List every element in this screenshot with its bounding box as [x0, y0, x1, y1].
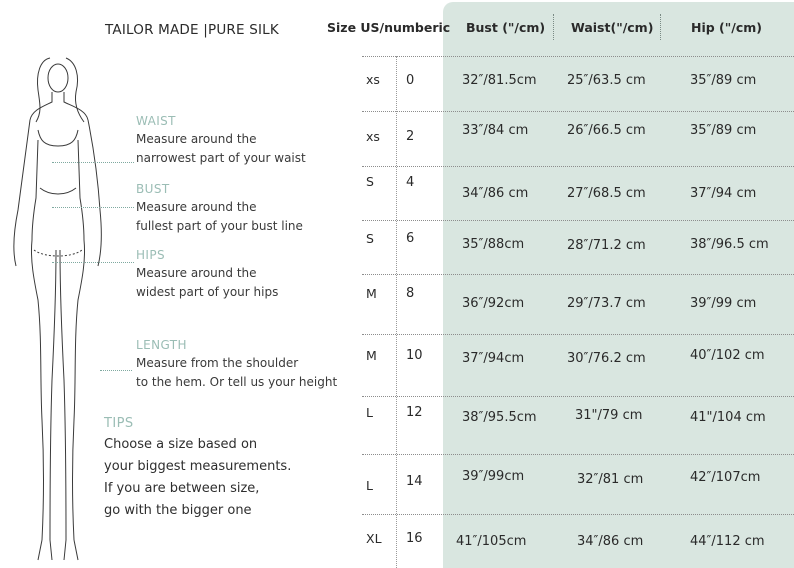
tips-section — [104, 416, 291, 522]
waist-value: 29″/73.7 cm — [567, 296, 646, 311]
size-us: S — [366, 174, 374, 189]
row-divider — [362, 220, 794, 221]
hip-value: 37″/94 cm — [690, 186, 757, 201]
hip-value: 42″/107cm — [690, 470, 761, 485]
table-row — [362, 334, 794, 396]
bust-value: 35″/88cm — [462, 237, 525, 252]
hips-guide-line — [52, 262, 134, 263]
tips-line: go with the bigger one — [104, 503, 252, 518]
table-row — [362, 56, 794, 111]
row-divider — [362, 274, 794, 275]
measure-hips-title: HIPS — [136, 248, 166, 262]
measure-length-title: LENGTH — [136, 338, 187, 352]
bust-value: 33″/84 cm — [462, 123, 529, 138]
row-divider — [362, 56, 794, 57]
table-row — [362, 220, 794, 274]
hip-value: 39″/99 cm — [690, 296, 757, 311]
waist-value: 28″/71.2 cm — [567, 238, 646, 253]
size-us: xs — [366, 129, 380, 144]
table-row — [362, 514, 794, 568]
hip-value: 38″/96.5 cm — [690, 237, 769, 252]
bust-value: 39″/99cm — [462, 469, 525, 484]
measure-waist-line1: Measure around the — [136, 132, 257, 146]
measure-bust-title: BUST — [136, 182, 170, 196]
header-bust: Bust ("/cm) — [466, 20, 546, 35]
size-us: xs — [366, 72, 380, 87]
waist-value: 30″/76.2 cm — [567, 351, 646, 366]
measure-bust-line1: Measure around the — [136, 200, 257, 214]
measure-length-line2: to the hem. Or tell us your height — [136, 375, 338, 389]
measure-waist — [136, 114, 306, 168]
measure-bust — [136, 182, 303, 236]
table-row — [362, 166, 794, 220]
body-figure-illustration — [0, 40, 112, 568]
bust-value: 34″/86 cm — [462, 186, 529, 201]
bust-value: 32″/81.5cm — [462, 73, 537, 88]
brand-title: TAILOR MADE |PURE SILK — [105, 22, 279, 38]
bust-value: 37″/94cm — [462, 351, 525, 366]
length-guide-line — [100, 370, 132, 371]
bust-value: 41″/105cm — [456, 534, 527, 549]
measure-hips-line2: widest part of your hips — [136, 285, 279, 299]
bust-value: 38″/95.5cm — [462, 410, 537, 425]
size-us: M — [366, 348, 377, 363]
size-numeric: 6 — [406, 231, 415, 246]
size-numeric: 4 — [406, 175, 415, 190]
size-us: M — [366, 286, 377, 301]
waist-guide-line — [52, 162, 134, 163]
header-size: Size US/numberic — [327, 20, 451, 35]
size-us: XL — [366, 531, 382, 546]
size-numeric: 10 — [406, 348, 423, 363]
measure-bust-line2: fullest part of your bust line — [136, 219, 303, 233]
table-row — [362, 454, 794, 514]
hip-value: 44″/112 cm — [690, 534, 765, 549]
row-divider — [362, 166, 794, 167]
measure-length — [136, 338, 337, 392]
tips-line: If you are between size, — [104, 481, 260, 496]
hip-value: 35″/89 cm — [690, 123, 757, 138]
hip-value: 40″/102 cm — [690, 348, 765, 363]
waist-value: 31"/79 cm — [575, 408, 643, 423]
size-numeric: 8 — [406, 286, 415, 301]
size-numeric: 0 — [406, 73, 415, 88]
bust-value: 36″/92cm — [462, 296, 525, 311]
size-us: L — [366, 478, 373, 493]
header-waist: Waist("/cm) — [571, 20, 654, 35]
tips-line: Choose a size based on — [104, 437, 258, 452]
header-divider — [553, 14, 554, 40]
bust-guide-line — [52, 207, 134, 208]
table-row — [362, 274, 794, 334]
header-divider — [660, 14, 661, 40]
size-us: L — [366, 405, 373, 420]
size-numeric: 14 — [406, 474, 423, 489]
row-divider — [362, 514, 794, 515]
row-divider — [362, 454, 794, 455]
tips-line: your biggest measurements. — [104, 459, 292, 474]
size-numeric: 12 — [406, 405, 423, 420]
row-divider — [362, 334, 794, 335]
waist-value: 32″/81 cm — [577, 472, 644, 487]
measure-waist-title: WAIST — [136, 114, 176, 128]
row-divider — [362, 111, 794, 112]
table-row — [362, 111, 794, 166]
measure-length-line1: Measure from the shoulder — [136, 356, 299, 370]
waist-value: 27″/68.5 cm — [567, 186, 646, 201]
table-row — [362, 396, 794, 454]
waist-value: 34″/86 cm — [577, 534, 644, 549]
size-us: S — [366, 231, 374, 246]
hip-value: 35″/89 cm — [690, 73, 757, 88]
row-divider — [362, 396, 794, 397]
measure-hips — [136, 248, 278, 302]
waist-value: 26″/66.5 cm — [567, 123, 646, 138]
measure-hips-line1: Measure around the — [136, 266, 257, 280]
tips-title: TIPS — [104, 416, 134, 431]
waist-value: 25″/63.5 cm — [567, 73, 646, 88]
hip-value: 41"/104 cm — [690, 410, 766, 425]
size-numeric: 2 — [406, 129, 415, 144]
size-numeric: 16 — [406, 531, 423, 546]
header-hip: Hip ("/cm) — [691, 20, 762, 35]
measure-waist-line2: narrowest part of your waist — [136, 151, 306, 165]
